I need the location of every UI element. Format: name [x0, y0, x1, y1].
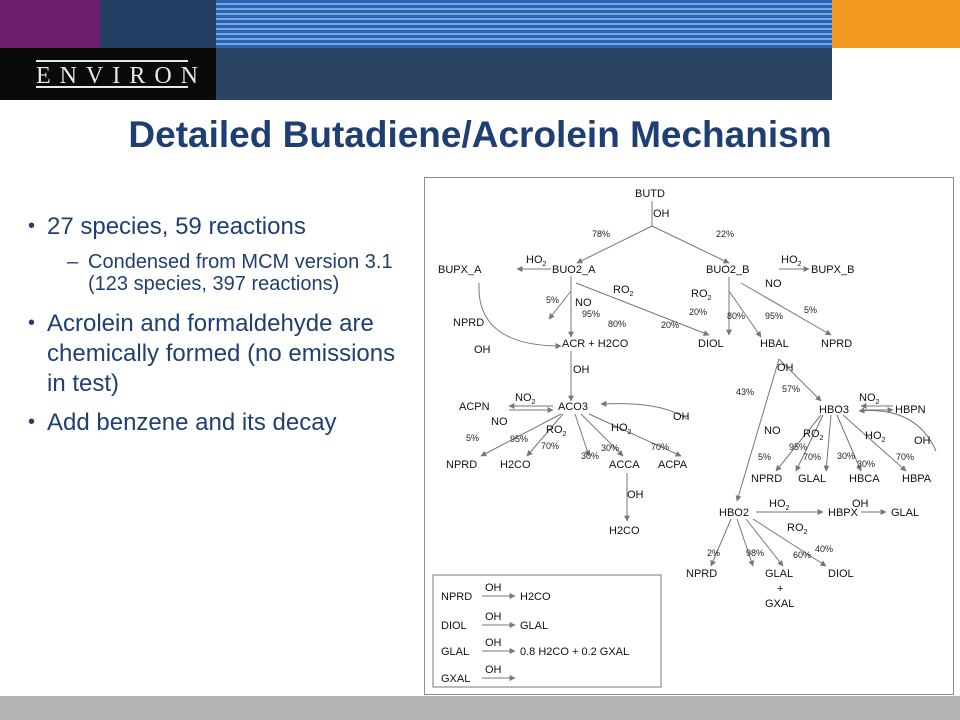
header-navy-bar: [216, 48, 832, 100]
bullet-list: [28, 212, 398, 447]
percent-label: 20%: [661, 320, 680, 330]
percent-label: 70%: [803, 452, 822, 462]
legend-product: 0.8 H2CO + 0.2 GXAL: [520, 646, 630, 658]
bullet-item: [28, 212, 398, 242]
species-h2co: H2CO: [500, 459, 531, 471]
percent-label: 22%: [716, 229, 735, 239]
species-hbpa: HBPA: [902, 473, 932, 485]
arrow-line: [737, 519, 753, 566]
species-acpn: ACPN: [459, 401, 490, 413]
species-aco3: ACO3: [558, 401, 588, 413]
species-glal: GLAL: [765, 568, 794, 580]
species-labels: [438, 188, 932, 610]
reactant-ho2: $HO_2$: [781, 254, 802, 268]
reactant-ho2: $HO_2$: [526, 254, 547, 268]
percent-label: 70%: [651, 442, 670, 452]
reactant-oh: OH: [914, 435, 931, 447]
species-buo2-b: BUO2_B: [706, 264, 750, 276]
percent-label: 5%: [546, 295, 560, 305]
reactant-ro2: $RO_2$: [787, 522, 808, 536]
legend-reactant: DIOL: [441, 620, 467, 632]
species-buo2-a: BUO2_A: [552, 264, 596, 276]
sub-bullet-item: [28, 251, 398, 295]
percent-label: 70%: [896, 452, 915, 462]
reaction-arrows: [479, 201, 936, 566]
bullet-item: [28, 309, 398, 399]
percent-label: 5%: [758, 452, 772, 462]
slide-title: Detailed Butadiene/Acrolein Mechanism: [128, 114, 832, 155]
bullet-dot: •: [28, 411, 36, 433]
reactant-ro2: $RO_2$: [691, 288, 712, 302]
reactant-ho2: $HO_2$: [611, 422, 632, 436]
bullet-text: Add benzene and its decay: [47, 409, 337, 436]
species-nprd: NPRD: [821, 338, 853, 350]
species-acr-h2co: ACR + H2CO: [562, 338, 629, 350]
legend-over: OH: [485, 582, 502, 594]
species-hbo2: HBO2: [719, 507, 749, 519]
header-purple-block: [0, 0, 100, 48]
legend-over: OH: [485, 637, 502, 649]
bullet-text: 27 species, 59 reactions: [47, 213, 306, 240]
bullet-item: [28, 408, 398, 438]
arrow-line: [826, 415, 831, 471]
reactant-no2: $NO_2$: [515, 392, 536, 406]
percent-label: 95%: [789, 442, 808, 452]
species-bupx-a: BUPX_A: [438, 264, 482, 276]
percent-label: 30%: [857, 459, 876, 469]
species-acca: ACCA: [609, 459, 640, 471]
species-hbo3: HBO3: [819, 404, 849, 416]
reactant-oh: OH: [474, 344, 491, 356]
header-navy-block: [100, 0, 216, 48]
footer-bar: [0, 696, 960, 720]
percent-label: 60%: [793, 550, 812, 560]
reactant-no: NO: [575, 297, 592, 309]
percent-label: 80%: [727, 311, 746, 321]
reactant-no: NO: [765, 278, 782, 290]
reactant-ro2: $RO_2$: [546, 424, 567, 438]
sub-bullet-dash: –: [67, 251, 79, 273]
reactant-no: NO: [491, 416, 508, 428]
species-nprd: NPRD: [446, 459, 478, 471]
reactant-oh: OH: [777, 362, 794, 374]
species-hbca: HBCA: [849, 473, 880, 485]
reaction-legend-box: [433, 575, 661, 687]
species-bupx-b: BUPX_B: [811, 264, 855, 276]
species-butd: BUTD: [635, 188, 665, 200]
species-nprd: NPRD: [453, 317, 485, 329]
species-plus: +: [777, 583, 784, 595]
reactant-labels: [474, 254, 931, 536]
species-hbpn: HBPN: [895, 404, 926, 416]
percent-label: 95%: [582, 309, 601, 319]
arrow-curve: [479, 283, 561, 346]
bullet-dot: •: [28, 312, 36, 334]
species-diol: DIOL: [828, 568, 854, 580]
species-diol: DIOL: [698, 338, 724, 350]
percent-label: 40%: [815, 544, 834, 554]
percent-label: 30%: [601, 443, 620, 453]
reactant-no: NO: [764, 425, 781, 437]
percent-label: 95%: [765, 311, 784, 321]
arrow-line: [711, 519, 731, 566]
bullet-dot: •: [28, 215, 36, 237]
species-acpa: ACPA: [658, 459, 688, 471]
percent-label: 5%: [466, 433, 480, 443]
reactant-ho2: $HO_2$: [865, 430, 886, 444]
legend-over: OH: [485, 664, 502, 676]
reactant-oh: OH: [653, 208, 670, 220]
percent-label: 30%: [837, 451, 856, 461]
percent-label: 30%: [581, 451, 600, 461]
percent-label: 78%: [592, 229, 611, 239]
species-nprd: NPRD: [751, 473, 783, 485]
percent-label: 2%: [707, 548, 721, 558]
reactant-oh: OH: [627, 489, 644, 501]
header-striped-band: [216, 0, 832, 48]
header-orange-block: [832, 0, 960, 48]
mechanism-svg: [425, 178, 953, 694]
legend-reactant: GLAL: [441, 646, 470, 658]
reactant-ro2: $RO_2$: [803, 428, 824, 442]
percent-label: 5%: [804, 305, 818, 315]
species-hbal: HBAL: [760, 338, 789, 350]
percent-label: 57%: [782, 384, 801, 394]
percent-label: 95%: [510, 434, 529, 444]
species-gxal: GXAL: [765, 598, 795, 610]
reactant-ro2: $RO_2$: [613, 284, 634, 298]
reactant-oh: OH: [852, 498, 869, 510]
legend-reactant: GXAL: [441, 673, 471, 685]
bullet-text: Acrolein and formaldehyde are chemically formed (no emissions in test): [47, 310, 396, 397]
species-h2co: H2CO: [609, 525, 640, 537]
legend-product: GLAL: [520, 620, 549, 632]
percent-label: 43%: [736, 387, 755, 397]
legend-product: H2CO: [520, 591, 551, 603]
arrow-line: [577, 226, 652, 263]
mechanism-diagram: [424, 177, 954, 695]
species-glal: GLAL: [891, 507, 920, 519]
species-nprd: NPRD: [686, 568, 718, 580]
reactant-no2: $NO_2$: [859, 392, 880, 406]
species-hbpx: HBPX: [828, 507, 858, 519]
percent-label: 80%: [608, 319, 627, 329]
species-glal: GLAL: [798, 473, 827, 485]
reactant-oh: OH: [573, 364, 590, 376]
environ-logo: ENVIRON: [36, 60, 188, 88]
sub-bullet-text: Condensed from MCM version 3.1 (123 species, 397 reactions): [88, 251, 393, 295]
legend-over: OH: [485, 611, 502, 623]
percent-label: 70%: [541, 441, 560, 451]
percent-label: 98%: [746, 548, 765, 558]
reactant-ho2: $HO_2$: [769, 498, 790, 512]
legend-reactant: NPRD: [441, 591, 473, 603]
reactant-oh: OH: [673, 411, 690, 423]
percent-label: 20%: [689, 307, 708, 317]
